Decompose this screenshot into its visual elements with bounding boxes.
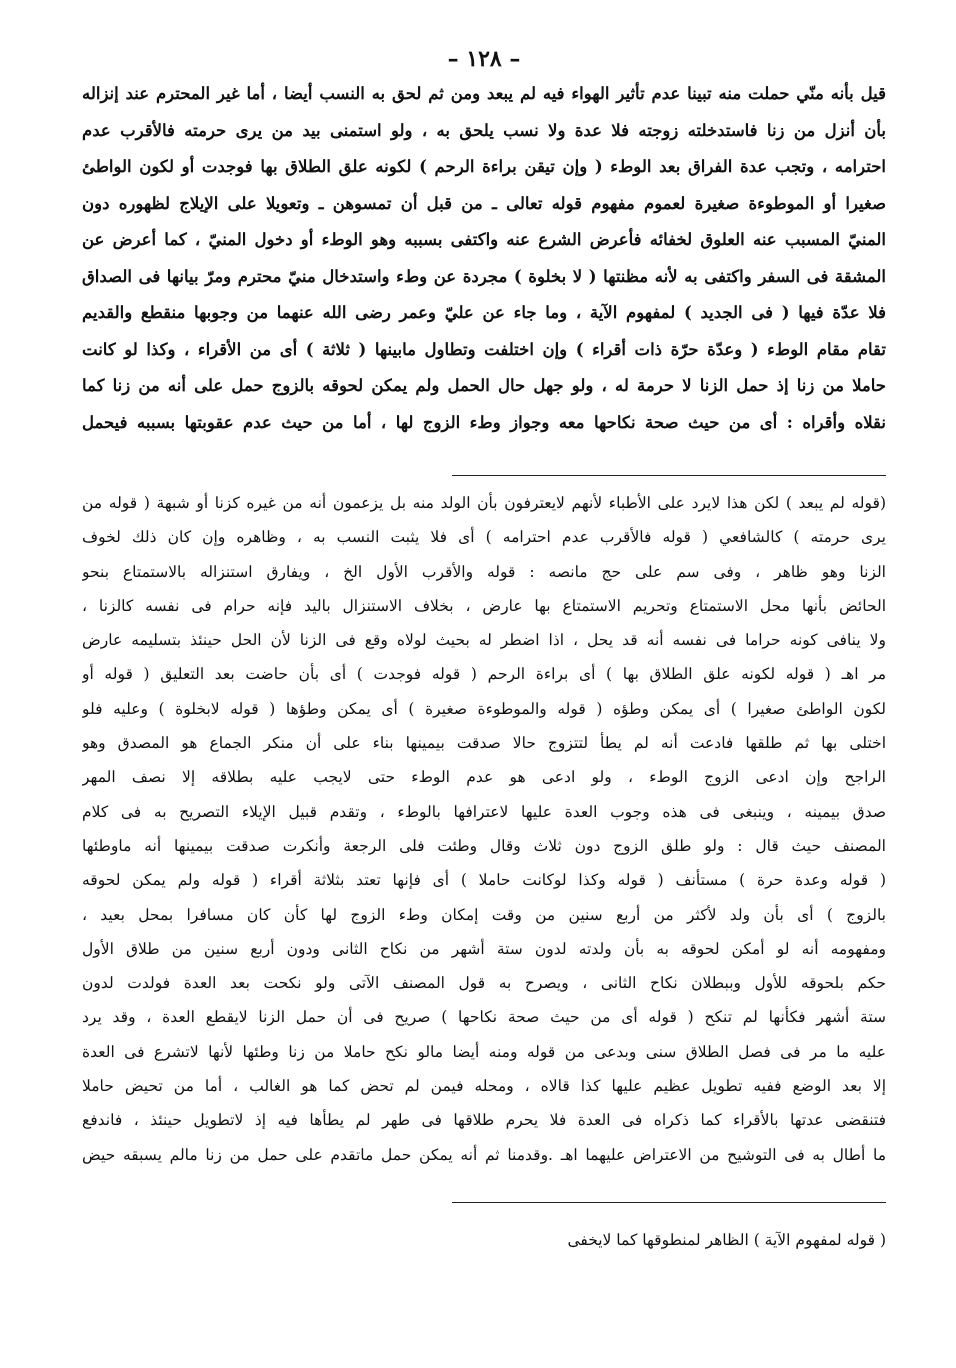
footnote-line: لكون الواطئ صغيرا ) أى يمكن وطؤه ( قوله والموطوءة صغيرة ) أى يمكن وطؤها ( قوله لابخلوة ) وعليه فلو <box>82 699 886 718</box>
footnote-line: اختلى بها ثم طلقها فادعت أنه لم يطأ لتتزوج حالا صدقت بيمينها بناء على أن منكر الجماع هو المصدق وهو <box>82 734 886 753</box>
footnote-line: ولا ينافى كونه حراما فى نفسه أنه قد يحل ، اذا اضطر له بحيث لولاه وقع فى الزنا لأن الحل حينئذ بتسليمه عارض <box>82 631 886 650</box>
footnote-line: ومفهومه أنه لو أمكن لحوقه به بأن ولدته لدون ستة أشهر من نكاح الثانى ودون أربع سنين من طلاق الأول <box>82 939 886 958</box>
footnote-line: ستة أشهر فكأنها لم تنكح ( قوله أى من حيث صحة نكاحها ) صريح فى أن حمل الزنا لايقطع العدة ، وقد يرد <box>82 1008 886 1027</box>
main-text-line: المشقة فى السفر واكتفى به لأنه مظنتها ( لا بخلوة ) مجردة عن وطء واستدخال منيّ محترم ومرّ بيانها فى الصداق <box>82 266 886 286</box>
main-text-line: فلا عدّة فيها ( فى الجديد ) لمفهوم الآية ، وما جاء عن عليّ وعمر رضى الله عنهما من وجوبها منقطع والقديم <box>82 303 886 322</box>
footnote-line: فتنقضى عدتها بالأقراء كما ذكراه فى العدة فلا يحرم طلاقها فى طهر لم يطأها فيه إذ لاتطويل حينئذ ، فاندفع <box>82 1111 886 1130</box>
footnote-line: ما أطال به فى التوشيح من الاعتراض عليهما اهـ .وقدمنا ثم أنه يمكن حمل ماتقدم على حمل من زنا مالم يسبقه حيض <box>82 1145 886 1164</box>
footnote-line: بالزوج ) أى بأن ولد لأكثر من أربع سنين من وقت إمكان وطء الزوج لها كأن كان مسافرا بمحل بعيد ، <box>82 905 886 924</box>
main-text-line: تقام مقام الوطء ( وعدّة حرّة ذات أقراء ) وإن اختلفت وتطاول مابينها ( ثلاثة ) أى من الأقراء ، وكذا لو كانت <box>82 339 886 359</box>
footnotes-block <box>82 486 886 1172</box>
main-text-line: المنيّ المسبب عنه العلوق لخفائه فأعرض الشرع عنه واكتفى بسببه وهو الوطء أو دخول المنيّ ، كما أعرض عن <box>82 230 886 249</box>
main-text-line: قيل بأنه منّي حملت منه تبينا عدم تأثير الهواء فيه لم يبعد ومن ثم لحق به النسب أيضا ، أما غير المحترم عند إنزاله <box>82 84 886 103</box>
footnote-line: الزنا وهو ظاهر ، وفى سم على حج مانصه : قوله والأقرب الأول الخ ، ويفارق استنزاله بالاستمتاع بنحو <box>82 562 886 581</box>
footnote-line: الحائض بأنها محل الاستمتاع وتحريم الاستمتاع بها عارض ، بخلاف الاستنزال باليد فإنه حرام فى نفسه كالزنا ، <box>82 596 886 615</box>
page-number: – ١٢٨ – <box>447 46 521 72</box>
footnote-line: صدق بيمينه ، وينبغى فى هذه وجوب العدة عليها لاعترافها بالوطء ، وتقدم قبيل الإيلاء التصريح به فى كلام <box>82 802 886 821</box>
footnote-line: الراجح وإن ادعى الزوج الوطء ، ولو ادعى هو عدم الوطء حتى لايجب عليه بطلاقه إلا نصف المهر <box>82 768 886 787</box>
main-text-line: نقلاه وأقراه : أى من حيث صحة نكاحها معه وجواز وطء الزوج لها ، أما من حيث عدم عقوبتها بسببه فيحمل <box>82 412 886 432</box>
footnote-line: يرى حرمته ) كالشافعي ( قوله فالأقرب عدم احترامه ) أى فلا يثبت النسب به ، وظاهره وإن كان ذلك لخوف <box>82 528 886 547</box>
main-text-line: احترامه ، وتجب عدة الفراق بعد الوطء ( وإن تيقن براءة الرحم ) لكونه علق الطلاق بها فوجدت أو لكون الواطئ <box>82 157 886 176</box>
footnote-line: مر اهـ ( قوله لكونه علق الطلاق بها ) أى براءة الرحم ( قوله فوجدت ) أى بأن حاضت بعد التعليق ( قوله أو <box>82 665 886 684</box>
footnote-line: حكم بلحوقه للأول وببطلان نكاح الثانى ، ويصرح به قول المصنف الآتى ولو نكحت بعد العدة فولدت لدون <box>82 974 886 993</box>
footnote-line: إلا بعد الوضع ففيه تطويل عظيم عليها كذا قالاه ، ومحله فيمن لم تحض كما هو الغالب ، أما من تحيض حاملا <box>82 1077 886 1096</box>
footnote-line: ( قوله وعدة حرة ) مستأنف ( قوله وكذا لوكانت حاملا ) أى فإنها تعتد بثلاثة أقراء ( قوله ولم يمكن لحوقه <box>82 871 886 890</box>
footnote-separator <box>452 475 886 476</box>
footnote-line: عليه ما مر فى فصل الطلاق سنى وبدعى من قوله ومنه أيضا مالو نكح حاملا من زنا وطئها لأنها لاتشرع فى العدة <box>82 1042 886 1061</box>
extra-note-block <box>82 1223 886 1257</box>
main-text-line: صغيرا أو الموطوءة صغيرة لعموم مفهوم قوله تعالى ـ من قبل أن تمسوهن ـ وتعويلا على الإيلاج لظهوره دون <box>82 193 886 213</box>
extra-note-line: ( قوله لمفهوم الآية ) الظاهر لمنطوقها كما لايخفى <box>567 1230 886 1249</box>
main-text-block <box>82 76 886 441</box>
footnote-line: المصنف حيث قال : ولو طلق الزوج دون ثلاث وقال وطئت فلى الرجعة وأنكرت صدقت بيمينها أنه ماوطئها <box>82 836 886 855</box>
main-text-line: حاملا من زنا إذ حمل الزنا لا حرمة له ، ولو جهل حال الحمل ولم يمكن لحوقه بالزوج حمل على أنه من زنا كما <box>82 376 886 395</box>
footnote-line: (قوله لم يبعد ) لكن هذا لايرد على الأطباء لأنهم لايعترفون بأن الولد منه بل يزعمون أنه من غيره كزنا أو شبهة ( قوله من <box>82 494 886 512</box>
extra-note-separator <box>452 1202 886 1203</box>
main-text-line: بأن أنزل من زنا فاستدخلته زوجته فلا عدة ولا نسب يلحق به ، ولو استمنى بيد من يرى حرمته فالأقرب عدم <box>82 120 886 140</box>
